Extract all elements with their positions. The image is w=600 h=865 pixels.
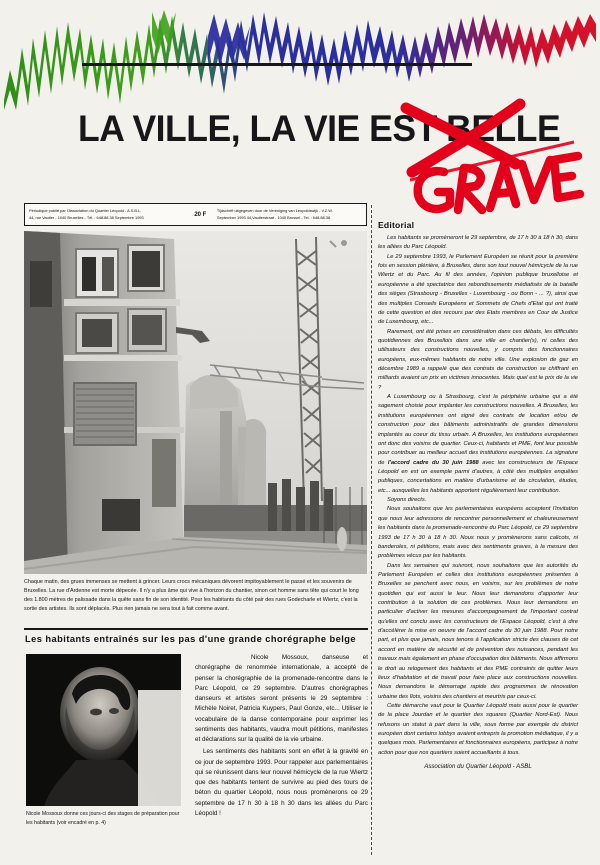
title-underline-rule	[82, 63, 472, 66]
masthead-info-box	[24, 203, 367, 226]
column-divider	[371, 205, 373, 855]
editorial-column	[378, 220, 578, 770]
editorial-paragraph: Dans les semaines qui suivront, nous souhaitons que les autorités du Parlement Européen et celles des institutions européennes présentes à Bruxelles se penchent avec nous, en voisins, sur les problèmes de notre quotidien qui est aussi le leur. Nous leur demandons d'apporter leur contribution à la solution de ces problèmes. Nous leur demandons en particulier d'activer les mesures d'accompagnement de l'important contrat qu'elles ont conclu avec les constructeurs de l'Espace Léopold, c'est à dire d'accélérer la mise en oeuvre de l'accord cadre du 30 juin 1988. Pour notre part, et plus que jamais, nous tenons à l'application stricte des clauses de cet accord en matière de sécurité et de prévention des nuisances, pendant les travaux mais également en phase d'occupation des bâtiments. Nous affirmons le droit au relogement des habitants et des PME contraints de quitter leurs lieux d'habitation et de travail pour faire place aux constructions nouvelles. Nous demandons le démarrage rapide des programmes de rénovation urbaine des îlots, voisins des chantiers et meurtris par ceux-ci.	[378, 562, 578, 700]
editorial-paragraph: Rarement, ont été prises en considération dans ces débats, les difficultés quotidiennes des Bruxellois dans une ville en chantier(s), ni celles des utilisateurs des constructions nouvelles, y compris des fonctionnaires européens, eux-mêmes habitants de notre ville. Une explosion de gaz en décembre 1989 a rappelé que des contrats de construction se chiffrant en milliards avaient un prix en victimes innocentes. Mais quel est le prix de la vie ?	[378, 328, 578, 391]
masthead-info-french	[25, 208, 188, 220]
masthead-fr-line2: 44, rue Vautier - 1040 Bruxelles - Tél. : 648.88.38 Septembre 1993	[29, 214, 144, 220]
article-photo-caption: Nicole Mossoux donne ces jours-ci des stages de préparation pour les habitants (voir encadré en p. 4)	[26, 811, 180, 826]
editorial-paragraph: Nous souhaitons que les parlementaires européens acceptent l'invitation que nous leur adressons de rencontrer personnellement et chaleureusement les habitants dans la promenade-rencontre du Parc Léopold, ce 29 septembre 1993 de 17 h 30 à 18 h 30. Nous nous y promènerons sans calicots, ni banderoles, ni pétitions, mais avec des sentiments graves, à la mesure des problèmes vécus par les habitants.	[378, 506, 578, 560]
masthead-nl-line2: September 1993 44,Vautierstraat - 1040 Brussel - Tel. : 648.88.38	[216, 214, 331, 220]
masthead-fr-line1: Périodique publié par l'Association du Quartier Léopold - A.S.B.L.	[29, 208, 142, 214]
masthead-brushstroke-artwork	[0, 8, 600, 113]
article-headline: Les habitants entraînés sur les pas d'une grande chorégraphe belge	[25, 634, 357, 644]
main-photo	[24, 231, 367, 574]
editorial-title: Editorial	[378, 220, 415, 230]
main-photo-caption: Chaque matin, des grues immenses se mettent à grincer. Leurs crocs mécaniques dévorent impitoyablement le passé et les souvenirs de Bruxelles. La rue d'Ardenne est morte dépecée. Il n'y a plus âme qui vive à l'horizon du chantier, sinon cet homme sans tête qui court le long des 1.800 mètres de palissade dans la quête sans fin de son identité. Pour les habitants du côté pair des rues Godecharle et Wiertz, c'est la sortie des artistes. Ils sont déplacés. Plus rien jamais ne sera tout à fait comme avant.	[24, 579, 359, 612]
article-photo	[26, 654, 181, 806]
cover-price: 20 F	[194, 211, 207, 218]
editorial-paragraph: Le 29 septembre 1993, le Parlement Européen se réunit pour la première fois en session plénière, à Bruxelles, dans son tout nouvel hémicycle de la rue Wiertz et du Parc. Au fil des années, l'opinion publique bruxelloise et européenne a été spectatrice des rebondissements médiatisés de la bataille des sièges (Strasbourg - Bruxelles - Luxembourg - ou Bonn - ... ?), ainsi que des multiples Conseils Européens et Sommets de Chefs d'Etat qui ont traité de cette question et des recours par des Etats membres en Cour de Justice de Luxembourg, etc...	[378, 253, 578, 326]
section-divider-rule	[24, 628, 368, 630]
editorial-paragraph: Cette démarche vaut pour le Quartier Léopold mais aussi pour le quartier de la place Jourdan et le quartier des squares (Quartier Nord-Est). Nous refusons un statut à part dans la ville, sous forme par exemple du district européen dont certains lobbys avaient entrepris la promotion médiatique, il y a quelques mois. Parlementaires et fonctionnaires européens, participez à notre action pour que nos quartiers soient accueillants à tous.	[378, 702, 578, 756]
page-title: LA VILLE, LA VIE EST BELLE	[78, 108, 561, 149]
editorial-paragraph: A Luxembourg ou à Strasbourg, c'est la périphérie urbaine qui a été sagement choisie pour implanter les constructions nouvelles. A Bruxelles, les institutions européennes ont signé des contrats de location et/ou de construction pour des bâtiments administratifs de grandes dimensions implantés au coeur du tissu urbain. A Bruxelles, les institutions européennes ont donc des voisins de quartier. Ceux-ci, habitants et PME, font leur possible pour contribuer au meilleur accueil des institutions européennes. La signature de l'accord cadre du 30 juin 1988 avec les constructeurs de l'Espace Léopold en est un exemple parmi d'autres, à côté des multiples enquêtes publiques, concertations en matière d'urbanisme et de circulation, études, etc... auxquelles les habitants apportent régulièrement leur contribution.	[378, 394, 578, 494]
masthead-title-row	[0, 108, 600, 158]
editorial-paragraph: Soyons directs.	[387, 497, 427, 504]
masthead-nl-line1: Tijdschrift uitgegeven door de Vereniging van Leopoldswijk - V.Z.W.	[216, 208, 333, 214]
article-paragraph: Nicole Mossoux, danseuse et chorégraphe de renommée internationale, a accepté de penser la chorégraphie de la promenade-rencontre dans le Parc Léopold, ce 29 septembre. D'autres chorégraphes danseurs et artistes seront présents le 29 septembre : Michèle Noiret, Patricia Kuypers, Paul Gonze, etc... Utiliser le vocabulaire de la danse contemporaine pour exprimer les sentiments des habitants, vaudra moult pétitions, manifestes et déclarations sur la qualité de la vie urbaine.	[195, 654, 368, 743]
grave-graffiti-word	[418, 156, 580, 210]
editorial-paragraph: Les habitants se promèneront le 29 septembre, de 17 h 30 à 18 h 30, dans les allées du Parc Léopold.	[378, 235, 578, 251]
masthead-info-dutch	[213, 208, 366, 220]
article-paragraph: Les sentiments des habitants sont en effet à la gravité en ce jour de septembre 1993. Pour rappeler aux parlementaires qui se réunissent dans leur nouvel hémicycle de la rue Wiertz que des habitants tentent de survivre au pied des tours de béton du quartier Léopold, nous nous promènerons ce 29 septembre de 17 h 30 à 18 h 30 dans les allées du Parc Léopold !	[195, 748, 368, 817]
article-body	[195, 653, 368, 821]
editorial-body	[378, 234, 578, 758]
editorial-signature: Association du Quartier Léopold - ASBL	[424, 763, 532, 771]
